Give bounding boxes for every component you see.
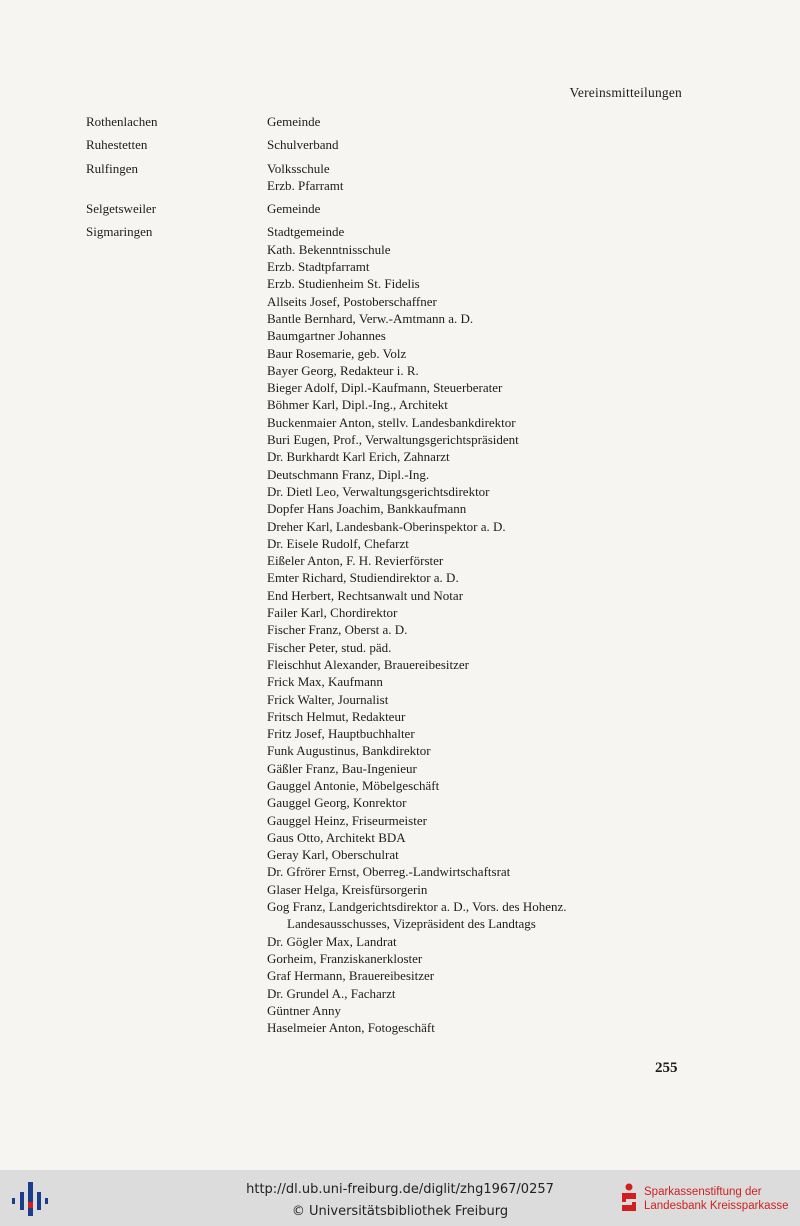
member-entry: Dr. Gfrörer Ernst, Oberreg.-Landwirtschaftsrat bbox=[267, 864, 511, 880]
member-entry: Dr. Eisele Rudolf, Chefarzt bbox=[267, 535, 409, 551]
member-entry: End Herbert, Rechtsanwalt und Notar bbox=[267, 587, 464, 603]
place-group bbox=[0, 136, 800, 153]
member-entry: Fritsch Helmut, Redakteur bbox=[267, 708, 406, 724]
member-entry: Deutschmann Franz, Dipl.-Ing. bbox=[267, 466, 430, 482]
member-entry: Dr. Grundel A., Facharzt bbox=[267, 985, 396, 1001]
place-name: Ruhestetten bbox=[86, 137, 148, 153]
member-entry: Gorheim, Franziskanerkloster bbox=[267, 950, 423, 966]
member-list bbox=[0, 113, 800, 1042]
viewer-footer bbox=[0, 1170, 800, 1226]
running-title: Vereinsmitteilungen bbox=[569, 85, 682, 100]
member-entry: Kath. Bekenntnisschule bbox=[267, 241, 391, 257]
member-entry: Baumgartner Johannes bbox=[267, 328, 386, 344]
member-entry: Güntner Anny bbox=[267, 1002, 342, 1018]
member-entry: Gemeinde bbox=[267, 114, 321, 129]
member-entry: Stadtgemeinde bbox=[267, 224, 345, 240]
member-names bbox=[267, 200, 800, 217]
member-entry: Böhmer Karl, Dipl.-Ing., Architekt bbox=[267, 397, 448, 413]
place-name: Rothenlachen bbox=[86, 114, 158, 129]
member-entry: Buckenmaier Anton, stellv. Landesbankdirektor bbox=[267, 414, 516, 430]
member-names bbox=[267, 136, 800, 153]
sparkasse-icon bbox=[620, 1183, 638, 1213]
member-entry: Frick Max, Kaufmann bbox=[267, 674, 383, 690]
copyright-notice: © Universitätsbibliothek Freiburg bbox=[291, 1204, 509, 1219]
member-entry: Fischer Peter, stud. päd. bbox=[267, 639, 392, 655]
member-entry: Gog Franz, Landgerichtsdirektor a. D., Vors. des Hohenz. bbox=[267, 899, 567, 915]
member-entry: Dreher Karl, Landesbank-Oberinspektor a. D. bbox=[267, 518, 506, 534]
page-number: 255 bbox=[655, 1060, 678, 1076]
member-entry: Landesausschusses, Vizepräsident des Landtags bbox=[287, 916, 536, 932]
member-entry: Volksschule bbox=[267, 160, 330, 176]
member-entry: Fleischhut Alexander, Brauereibesitzer bbox=[267, 656, 469, 672]
member-entry: Gauggel Georg, Konrektor bbox=[267, 795, 407, 811]
member-entry: Emter Richard, Studiendirektor a. D. bbox=[267, 570, 459, 586]
member-entry: Geray Karl, Oberschulrat bbox=[267, 847, 399, 863]
member-entry: Gaus Otto, Architekt BDA bbox=[267, 829, 406, 845]
member-entry: Gauggel Antonie, Möbelgeschäft bbox=[267, 777, 440, 793]
member-entry: Dr. Dietl Leo, Verwaltungsgerichtsdirektor bbox=[267, 483, 490, 499]
place-group bbox=[0, 200, 800, 217]
member-names bbox=[267, 223, 800, 1036]
member-entry: Frick Walter, Journalist bbox=[267, 691, 389, 707]
member-entry: Bieger Adolf, Dipl.-Kaufmann, Steuerberater bbox=[267, 380, 503, 396]
member-entry: Glaser Helga, Kreisfürsorgerin bbox=[267, 881, 428, 897]
member-names bbox=[267, 160, 800, 195]
document-url[interactable]: http://dl.ub.uni-freiburg.de/diglit/zhg1967/0257 bbox=[246, 1182, 554, 1197]
member-entry: Schulverband bbox=[267, 137, 339, 153]
member-entry: Dr. Gögler Max, Landrat bbox=[267, 933, 397, 949]
member-entry: Funk Augustinus, Bankdirektor bbox=[267, 743, 431, 759]
member-entry: Failer Karl, Chordirektor bbox=[267, 605, 398, 621]
member-names bbox=[267, 113, 800, 130]
place-name: Rulfingen bbox=[86, 160, 138, 176]
member-entry: Eißeler Anton, F. H. Revierförster bbox=[267, 553, 444, 569]
member-entry: Baur Rosemarie, geb. Volz bbox=[267, 345, 407, 361]
member-entry: Gauggel Heinz, Friseurmeister bbox=[267, 812, 427, 828]
place-group bbox=[0, 223, 800, 1036]
sponsor-line-1: Sparkassenstiftung der bbox=[644, 1186, 762, 1198]
member-entry: Erzb. Pfarramt bbox=[267, 177, 344, 193]
place-group bbox=[0, 113, 800, 130]
member-entry: Gäßler Franz, Bau-Ingenieur bbox=[267, 760, 417, 776]
member-entry: Graf Hermann, Brauereibesitzer bbox=[267, 968, 435, 984]
member-entry: Dopfer Hans Joachim, Bankkaufmann bbox=[267, 501, 467, 517]
member-entry: Buri Eugen, Prof., Verwaltungsgerichtspräsident bbox=[267, 432, 519, 448]
member-entry: Haselmeier Anton, Fotogeschäft bbox=[267, 1020, 435, 1036]
member-entry: Fritz Josef, Hauptbuchhalter bbox=[267, 726, 415, 742]
member-entry: Fischer Franz, Oberst a. D. bbox=[267, 622, 408, 638]
sponsor-line-2: Landesbank Kreissparkasse bbox=[644, 1200, 789, 1212]
member-entry: Erzb. Stadtpfarramt bbox=[267, 259, 370, 275]
place-name: Selgetsweiler bbox=[86, 201, 157, 217]
member-entry: Dr. Burkhardt Karl Erich, Zahnarzt bbox=[267, 449, 450, 465]
member-entry: Bayer Georg, Redakteur i. R. bbox=[267, 362, 419, 378]
member-entry: Gemeinde bbox=[267, 201, 321, 217]
place-name: Sigmaringen bbox=[86, 224, 153, 240]
member-entry: Erzb. Studienheim St. Fidelis bbox=[267, 276, 420, 292]
member-entry: Bantle Bernhard, Verw.-Amtmann a. D. bbox=[267, 310, 474, 326]
member-entry: Allseits Josef, Postoberschaffner bbox=[267, 293, 437, 309]
place-group bbox=[0, 160, 800, 195]
